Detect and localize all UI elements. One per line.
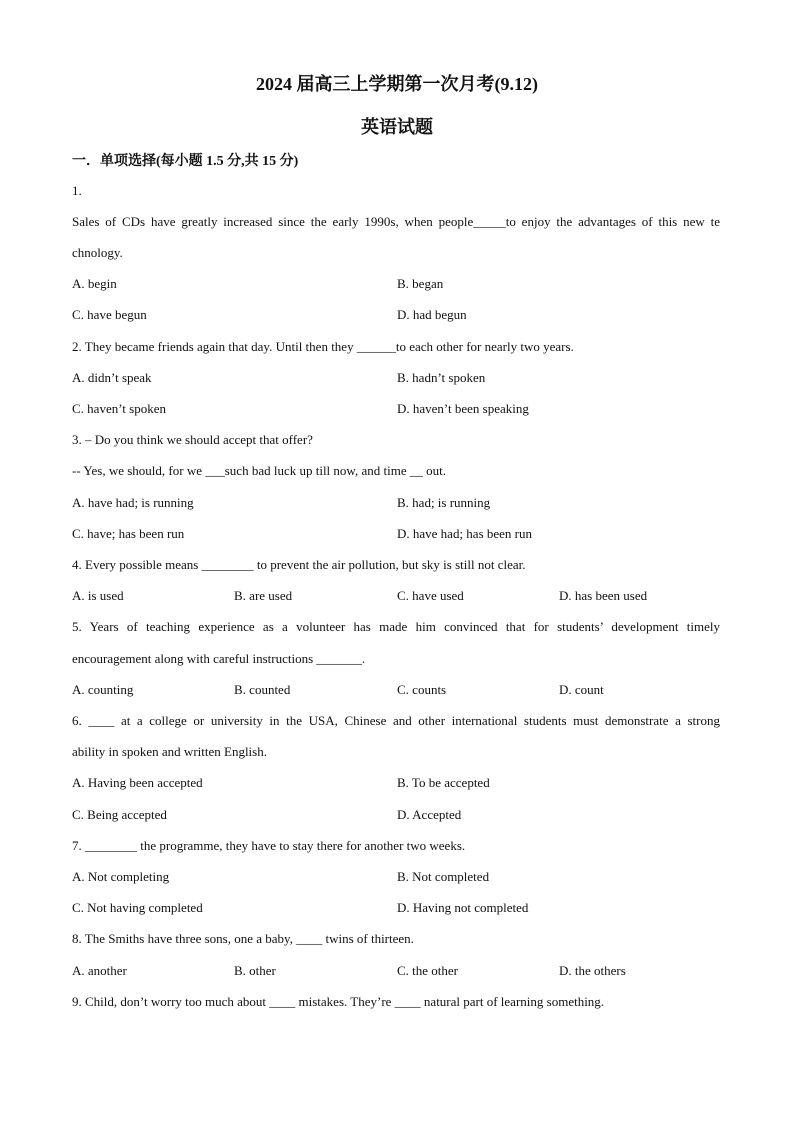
question-2-stem: 2. They became friends again that day. Until then they ______to each other for nearly two years. (72, 339, 574, 354)
question-5-stem-cont: encouragement along with careful instructions _______. (72, 651, 366, 666)
question-5-option-b[interactable]: B. counted (234, 682, 291, 697)
question-2-option-c[interactable]: C. haven’t spoken (72, 401, 166, 416)
section-heading: 一．单项选择(每小题 1.5 分,共 15 分) (72, 154, 299, 169)
page-title: 2024 届高三上学期第一次月考(9.12) (256, 74, 538, 94)
question-2-option-a[interactable]: A. didn’t speak (72, 370, 152, 385)
question-8-option-a[interactable]: A. another (72, 963, 127, 978)
question-7-option-c[interactable]: C. Not having completed (72, 900, 203, 915)
question-7-option-b[interactable]: B. Not completed (397, 869, 490, 884)
question-6-option-a[interactable]: A. Having been accepted (72, 775, 203, 790)
question-5-option-a[interactable]: A. counting (72, 682, 134, 697)
question-5-option-c[interactable]: C. counts (397, 682, 447, 697)
question-8-option-d[interactable]: D. the others (559, 963, 626, 978)
question-3-option-a[interactable]: A. have had; is running (72, 495, 194, 510)
page-subtitle: 英语试题 (361, 117, 433, 137)
question-1-option-c[interactable]: C. have begun (72, 307, 147, 322)
question-8-option-b[interactable]: B. other (234, 963, 276, 978)
question-1-number: 1. (72, 183, 82, 198)
question-6-stem-cont: ability in spoken and written English. (72, 744, 267, 759)
question-1-option-b[interactable]: B. began (397, 276, 444, 291)
question-2-option-b[interactable]: B. hadn’t spoken (397, 370, 486, 385)
question-1-stem: Sales of CDs have greatly increased since the early 1990s, when people_____to enjoy the advantages of this new te (72, 214, 720, 229)
question-6-stem: 6. ____ at a college or university in the USA, Chinese and other international students must demonstrate a strong (72, 713, 720, 728)
question-7-stem: 7. ________ the programme, they have to stay there for another two weeks. (72, 838, 466, 853)
question-7-option-d[interactable]: D. Having not completed (397, 900, 529, 915)
question-3-stem: 3. – Do you think we should accept that offer? (72, 432, 313, 447)
question-8-option-c[interactable]: C. the other (397, 963, 459, 978)
question-7-option-a[interactable]: A. Not completing (72, 869, 170, 884)
question-9-stem: 9. Child, don’t worry too much about ____ mistakes. They’re ____ natural part of learning something. (72, 994, 605, 1009)
question-3-stem-cont: -- Yes, we should, for we ___such bad luck up till now, and time __ out. (72, 463, 446, 478)
question-3-option-b[interactable]: B. had; is running (397, 495, 491, 510)
question-1-option-a[interactable]: A. begin (72, 276, 117, 291)
question-6-option-d[interactable]: D. Accepted (397, 807, 462, 822)
question-4-stem: 4. Every possible means ________ to prevent the air pollution, but sky is still not clear. (72, 557, 526, 572)
question-4-option-b[interactable]: B. are used (234, 588, 293, 603)
question-5-stem: 5. Years of teaching experience as a volunteer has made him convinced that for students’ development timely (72, 619, 720, 634)
question-6-option-c[interactable]: C. Being accepted (72, 807, 167, 822)
question-4-option-c[interactable]: C. have used (397, 588, 464, 603)
question-4-option-a[interactable]: A. is used (72, 588, 124, 603)
question-8-stem: 8. The Smiths have three sons, one a baby, ____ twins of thirteen. (72, 931, 414, 946)
question-1-stem-cont: chnology. (72, 245, 123, 260)
question-2-option-d[interactable]: D. haven’t been speaking (397, 401, 529, 416)
question-3-option-c[interactable]: C. have; has been run (72, 526, 185, 541)
question-1-option-d[interactable]: D. had begun (397, 307, 467, 322)
question-5-option-d[interactable]: D. count (559, 682, 604, 697)
question-6-option-b[interactable]: B. To be accepted (397, 775, 490, 790)
question-3-option-d[interactable]: D. have had; has been run (397, 526, 533, 541)
question-4-option-d[interactable]: D. has been used (559, 588, 648, 603)
